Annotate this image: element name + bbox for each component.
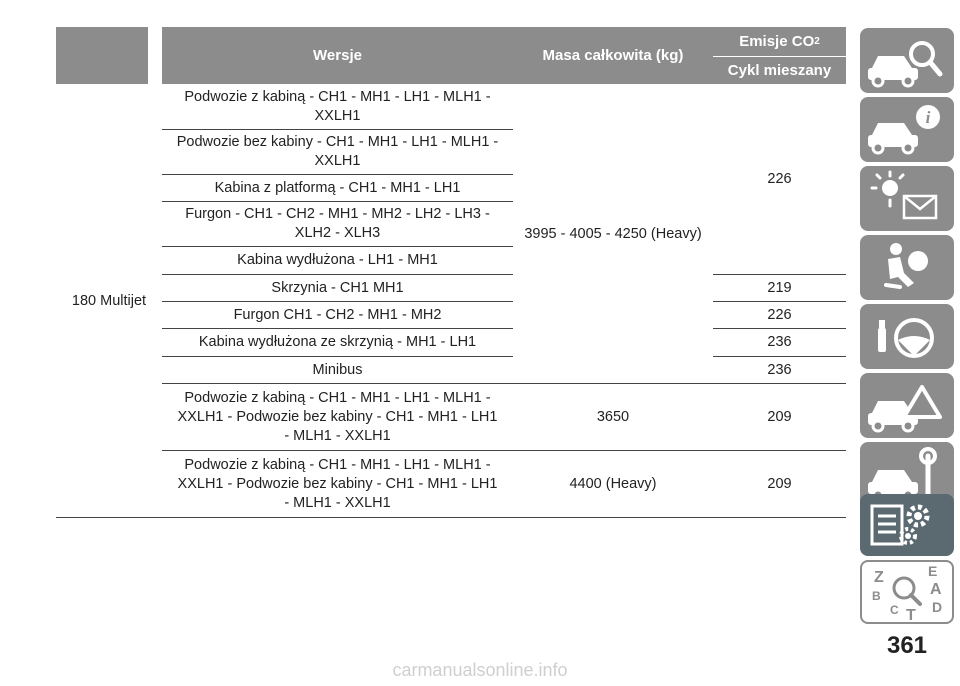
- header-emissions: [713, 27, 846, 56]
- version-cell: Furgon CH1 - CH2 - MH1 - MH2: [233, 307, 442, 323]
- airbag-person-icon: [860, 235, 954, 300]
- row-rule: [162, 356, 513, 357]
- row-rule: [713, 274, 846, 275]
- car-magnifier-icon: [860, 28, 954, 93]
- row-rule: [713, 356, 846, 357]
- tab-emergency[interactable]: [860, 373, 954, 438]
- index-letter: C: [890, 603, 899, 617]
- header-versions: Wersje: [162, 27, 513, 84]
- header-emissions-label: Emisje CO: [739, 33, 815, 50]
- tab-warning-lights[interactable]: [860, 166, 954, 231]
- row-rule: [713, 301, 846, 302]
- version-cell: Podwozie z kabiną - CH1 - MH1 - LH1 - MLH1 - XXLH1: [184, 88, 491, 124]
- row-rule: [162, 274, 513, 275]
- header-blank-cell: [56, 27, 148, 84]
- svg-text:i: i: [925, 108, 931, 127]
- header-cycle: Cykl mieszany: [713, 57, 846, 84]
- row-rule: [162, 450, 846, 451]
- co2-cell: 209: [767, 475, 792, 492]
- co2-cell: 236: [767, 362, 792, 378]
- row-rule: [713, 328, 846, 329]
- row-rule: [162, 383, 846, 384]
- row-rule: [162, 328, 513, 329]
- index-letter: E: [928, 563, 938, 579]
- row-rule: [162, 301, 513, 302]
- tab-airbag[interactable]: [860, 235, 954, 300]
- header-emissions-subscript: 2: [814, 36, 820, 47]
- tab-car-info[interactable]: [860, 97, 954, 162]
- specs-gears-icon: [860, 494, 954, 556]
- co2-cell: 219: [767, 280, 792, 296]
- mass-group-cell: 3995 - 4005 - 4250 (Heavy): [524, 225, 702, 242]
- header-mass: Masa całkowita (kg): [513, 27, 713, 84]
- engine-name: 180 Multijet: [71, 292, 147, 309]
- version-cell: Kabina wydłużona - LH1 - MH1: [237, 252, 438, 268]
- tab-technical-specs[interactable]: [860, 494, 954, 556]
- steering-wheel-icon: [860, 304, 954, 369]
- index-letter: A: [930, 581, 942, 598]
- version-cell: Furgon - CH1 - CH2 - MH1 - MH2 - LH2 - LH3 - XLH2 - XLH3: [185, 206, 490, 241]
- version-cell: Kabina z platformą - CH1 - MH1 - LH1: [214, 179, 461, 196]
- warning-light-envelope-icon: [860, 166, 954, 231]
- car-warning-triangle-icon: [860, 373, 954, 438]
- row-rule: [162, 201, 513, 202]
- row-rule: [162, 246, 513, 247]
- tab-controls[interactable]: [860, 304, 954, 369]
- index-letter: B: [872, 589, 881, 603]
- version-cell: Podwozie bez kabiny - CH1 - MH1 - LH1 - MLH1 - XXLH1: [176, 134, 499, 169]
- alphabet-index-icon: [862, 562, 952, 622]
- row-rule: [162, 174, 513, 175]
- row-rule: [162, 129, 513, 130]
- page-number: 361: [886, 632, 928, 659]
- index-letter: T: [906, 607, 916, 622]
- tab-car-magnifier[interactable]: [860, 28, 954, 93]
- mass-cell: 4400 (Heavy): [569, 475, 657, 492]
- index-letter: D: [932, 599, 943, 615]
- version-cell: Kabina wydłużona ze skrzynią - MH1 - LH1: [198, 334, 477, 350]
- table-bottom-rule: [56, 517, 846, 518]
- co2-cell: 209: [767, 408, 792, 425]
- footer-watermark: carmanualsonline.info: [392, 660, 568, 680]
- version-cell: Podwozie z kabiną - CH1 - MH1 - LH1 - MLH1 - XXLH1 - Podwozie bez kabiny - CH1 - MH1 - LH1 - MLH1 - XXLH1: [177, 456, 498, 511]
- co2-group-cell: 226: [767, 170, 792, 187]
- index-letter: Z: [874, 569, 884, 586]
- car-info-icon: [860, 97, 954, 162]
- version-cell: Minibus: [312, 362, 363, 378]
- version-cell: Podwozie z kabiną - CH1 - MH1 - LH1 - MLH1 - XXLH1 - Podwozie bez kabiny - CH1 - MH1 - LH1 - MLH1 - XXLH1: [177, 389, 498, 444]
- co2-cell: 226: [767, 307, 792, 323]
- mass-cell: 3650: [596, 408, 630, 425]
- version-cell: Skrzynia - CH1 MH1: [271, 280, 404, 296]
- tab-index[interactable]: [860, 560, 954, 624]
- co2-cell: 236: [767, 334, 792, 350]
